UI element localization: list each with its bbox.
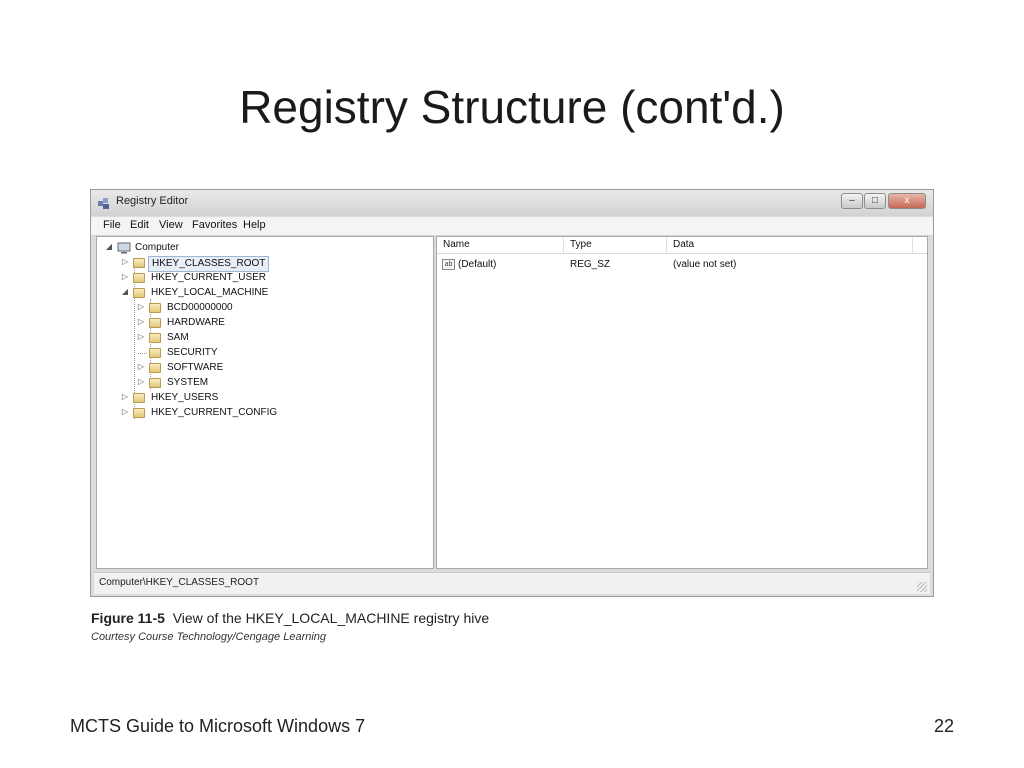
- menu-bar: [91, 217, 933, 236]
- resize-grip-icon[interactable]: [917, 582, 927, 592]
- folder-icon: [149, 348, 161, 358]
- folder-icon: [133, 408, 145, 418]
- column-header-name[interactable]: Name: [437, 237, 564, 253]
- minimize-button[interactable]: –: [841, 193, 863, 209]
- registry-editor-window: [90, 189, 934, 597]
- expand-icon[interactable]: ▷: [121, 257, 129, 266]
- folder-icon: [149, 318, 161, 328]
- title-bar[interactable]: [91, 190, 933, 216]
- registry-editor-icon: [97, 196, 111, 210]
- folder-icon: [133, 258, 145, 268]
- slide-title: Registry Structure (cont'd.): [239, 81, 785, 133]
- folder-icon: [133, 273, 145, 283]
- menu-edit[interactable]: Edit: [130, 219, 149, 231]
- menu-file[interactable]: File: [103, 219, 121, 231]
- close-button[interactable]: x: [888, 193, 926, 209]
- status-path: Computer\HKEY_CLASSES_ROOT: [99, 577, 260, 588]
- tree-pane[interactable]: ◢ Computer ▷ HKEY_CLASSES_ROOT ▷ HKEY_CURRENT_USER ◢ HKEY_LOCAL_MACHINE ▷ BCD00000000 ▷ HARDWARE ▷ SAM SECURITY ▷ SOFTWARE ▷ SYSTEM ▷ HKEY_USERS ▷ HKEY_CURRENT_CONFIG: [96, 236, 434, 569]
- menu-favorites[interactable]: Favorites: [192, 219, 238, 231]
- folder-icon: [133, 393, 145, 403]
- figure-number: Figure 11-5: [91, 610, 165, 626]
- folder-icon: [149, 303, 161, 313]
- folder-icon: [133, 288, 145, 298]
- menu-help[interactable]: Help: [243, 219, 266, 231]
- menu-view[interactable]: View: [159, 219, 183, 231]
- computer-icon: [117, 242, 131, 254]
- figure-caption: [91, 610, 489, 626]
- folder-icon: [149, 363, 161, 373]
- collapse-icon[interactable]: ◢: [121, 287, 129, 296]
- expand-icon[interactable]: ▷: [137, 362, 145, 371]
- window-title: Registry Editor: [116, 195, 189, 207]
- expand-icon[interactable]: ▷: [121, 407, 129, 416]
- column-header-data[interactable]: Data: [667, 237, 913, 253]
- footer-title: MCTS Guide to Microsoft Windows 7: [70, 716, 366, 736]
- value-data: (value not set): [673, 259, 737, 270]
- string-value-icon: ab: [442, 259, 455, 270]
- maximize-button[interactable]: □: [864, 193, 886, 209]
- expand-icon[interactable]: ▷: [137, 332, 145, 341]
- column-header-type[interactable]: Type: [564, 237, 667, 253]
- collapse-icon[interactable]: ◢: [105, 242, 113, 251]
- values-pane[interactable]: [436, 236, 928, 569]
- expand-icon[interactable]: ▷: [121, 392, 129, 401]
- folder-icon: [149, 333, 161, 343]
- page-number: 22: [933, 716, 954, 736]
- value-name: (Default): [458, 259, 497, 270]
- expand-icon[interactable]: ▷: [137, 302, 145, 311]
- expand-icon[interactable]: ▷: [137, 317, 145, 326]
- figure-credit: Courtesy Course Technology/Cengage Learning: [91, 631, 327, 643]
- expand-icon[interactable]: ▷: [121, 272, 129, 281]
- expand-icon[interactable]: ▷: [137, 377, 145, 386]
- value-type: REG_SZ: [570, 259, 611, 270]
- folder-icon: [149, 378, 161, 388]
- status-bar: [94, 572, 930, 594]
- figure-text: View of the HKEY_LOCAL_MACHINE registry hive: [172, 610, 490, 626]
